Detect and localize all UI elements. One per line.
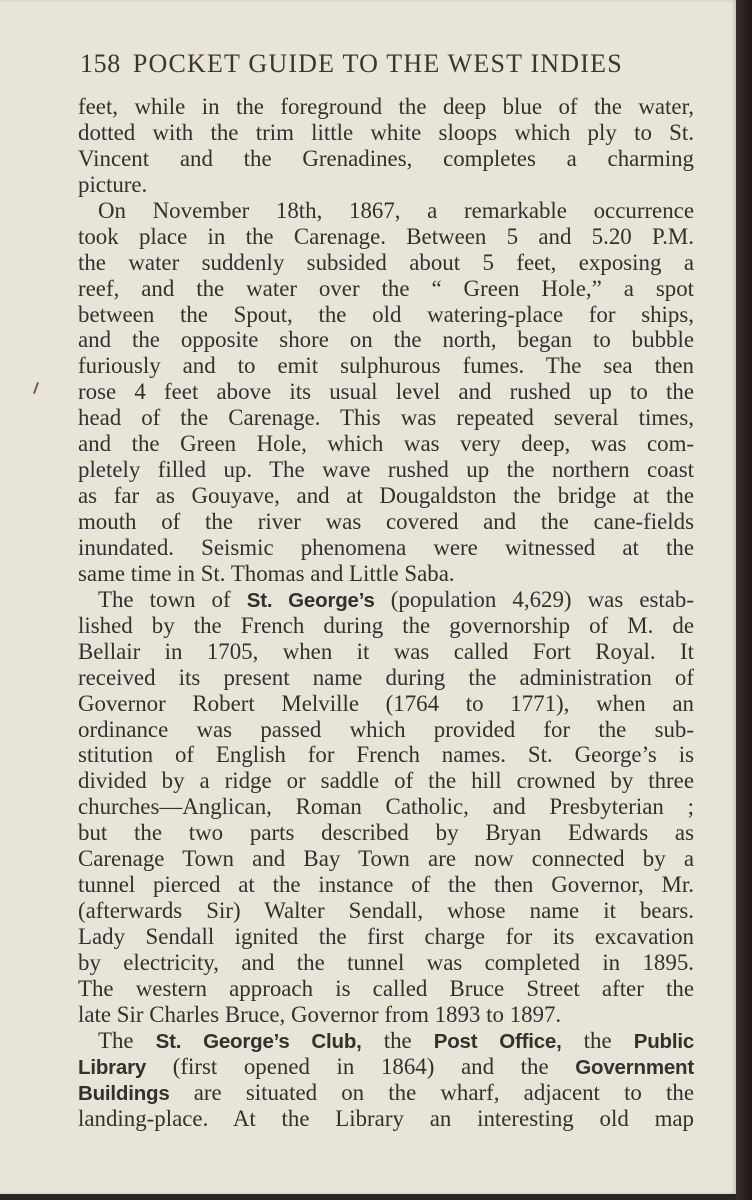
line-text: head of the Carenage. This was repeated several times, [78,405,694,431]
text-line [78,976,694,1002]
line-text: landing-place. At the Library an interesting old map [78,1105,694,1131]
page-number: 158 [80,49,121,78]
text-line [78,794,694,820]
line-text: The town of [98,586,247,612]
text-line [78,950,694,976]
line-text: Lady Sendall ignited the first charge for its excavation [78,924,694,949]
text-line [78,172,694,198]
text-line [78,405,694,431]
text-line [78,276,694,302]
line-text: rose 4 feet above its usual level and rushed up to the [78,379,694,405]
text-line [78,613,694,639]
text-line [78,94,694,120]
text-line [78,639,694,665]
line-text: Bellair in 1705, when it was called Fort Royal. It [78,638,694,664]
text-line [78,250,694,276]
line-text: feet, while in the foreground the deep blue of the water, [78,94,694,119]
line-text: took place in the Carenage. Between 5 and 5.20 P.M. [78,223,694,249]
text-line [78,691,694,717]
line-text: tunnel pierced at the instance of the then Governor, Mr. [78,872,694,898]
text-line [78,198,694,224]
line-text: mouth of the river was covered and the cane-fields [78,509,694,534]
line-text: received its present name during the administration of [78,664,694,690]
text-line [78,535,694,561]
line-text: are situated on the wharf, adjacent to the [169,1079,694,1105]
book-bottom-edge [0,1194,736,1200]
text-line [78,742,694,768]
line-text: picture. [78,171,148,197]
line-text: pletely filled up. The wave rushed up the northern coast [78,457,694,483]
line-text: The western approach is called Bruce Street after the [78,975,694,1001]
book-edge [736,0,752,1200]
text-line [78,924,694,950]
line-text: by electricity, and the tunnel was completed in 1895. [78,949,694,975]
line-text: ordinance was passed which provided for the sub- [78,716,694,742]
text-line [78,872,694,898]
line-text: reef, and the water over the “ Green Hole,” a spot [78,275,694,301]
line-text: inundated. Seismic phenomena were witnessed at the [78,534,694,560]
bold-place-name: Post Office, [433,1029,562,1053]
line-text: divided by a ridge or saddle of the hill crowned by three [78,768,694,794]
text-line [78,146,694,172]
text-line [78,509,694,535]
bold-place-name: Government [575,1055,694,1079]
line-text: On November 18th, 1867, a remarkable occurrence [98,197,694,223]
bold-place-name: St. George’s Club, [155,1029,362,1053]
line-text: Carenage Town and Bay Town are now connected by a [78,846,694,872]
line-text: the water suddenly subsided about 5 feet, exposing a [78,249,694,275]
line-text: Governor Robert Melville (1764 to 1771), when an [78,690,694,716]
line-text: and the opposite shore on the north, began to bubble [78,327,694,353]
line-text: stitution of English for French names. St. George’s is [78,742,694,768]
line-text: Vincent and the Grenadines, completes a charming [78,145,694,171]
text-line [78,120,694,146]
text-line [78,665,694,691]
running-title: POCKET GUIDE TO THE WEST INDIES [132,49,623,78]
text-line [78,898,694,924]
text-line [78,483,694,509]
body-text [78,94,694,1132]
line-text: same time in St. Thomas and Little Saba. [78,560,455,586]
bold-place-name: Public [633,1029,695,1053]
line-text: (population 4,629) was estab- [374,586,694,612]
text-line [78,561,694,587]
bold-place-name: Buildings [78,1081,170,1105]
text-line [78,717,694,743]
text-line [78,431,694,457]
line-text: (first opened in 1864) and the [146,1053,576,1079]
running-header [80,49,692,79]
line-text: furiously and to emit sulphurous fumes. The sea then [78,353,694,379]
text-line [78,846,694,872]
line-text: as far as Gouyave, and at Dougaldston the bridge at the [78,483,694,509]
text-line [78,457,694,483]
text-line [78,224,694,250]
text-line [78,820,694,846]
bold-place-name: St. George’s [246,588,375,612]
text-line [78,1080,694,1106]
line-text: late Sir Charles Bruce, Governor from 1893 to 1897. [78,1001,562,1027]
text-line [78,302,694,328]
text-line [78,1002,694,1028]
line-text: lished by the French during the governorship of M. de [78,612,694,638]
text-line [78,353,694,379]
text-line [78,1028,694,1054]
line-text: the [561,1027,634,1053]
line-text: dotted with the trim little white sloops which ply to St. [78,119,694,145]
line-text: and the Green Hole, which was very deep, was com- [78,431,694,457]
text-line [78,768,694,794]
line-text: churches—Anglican, Roman Catholic, and Presbyterian ; [78,794,694,820]
line-text: the [361,1027,434,1053]
text-line [78,587,694,613]
text-line [78,1106,694,1132]
text-line [78,379,694,405]
line-text: between the Spout, the old watering-place for ships, [78,301,694,327]
line-text: (afterwards Sir) Walter Sendall, whose name it bears. [78,898,694,924]
bold-place-name: Library [78,1055,147,1079]
line-text: but the two parts described by Bryan Edwards as [78,820,694,846]
line-text: The [98,1027,156,1053]
text-line [78,327,694,353]
text-line [78,1054,694,1080]
